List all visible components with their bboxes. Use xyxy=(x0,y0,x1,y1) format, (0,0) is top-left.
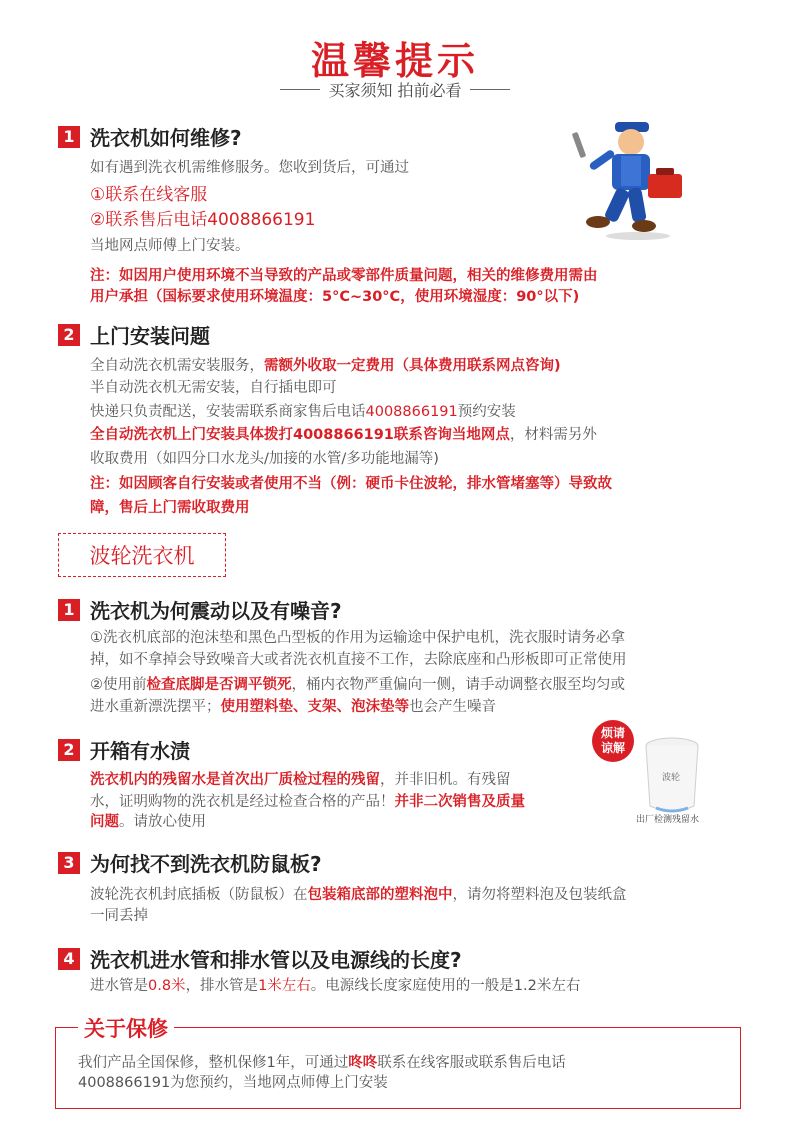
question-rodent-heading xyxy=(58,848,322,877)
repair-intro: 如有遇到洗衣机需维修服务。您收到货后，可通过 xyxy=(90,160,409,176)
section-number: 4 xyxy=(58,948,80,970)
install-line5: 收取费用（如四分口水龙头/加接的水管/多功能地漏等) xyxy=(90,451,439,467)
text: 。请放心使用 xyxy=(119,814,206,830)
badge-text: 烦请 xyxy=(600,726,625,740)
text-highlight: 洗衣机内的残留水是首次出厂质检过程的残留 xyxy=(90,772,380,788)
install-line1 xyxy=(90,354,561,378)
noise-a-line2: 掉，如不拿掉会导致噪音大或者洗衣机直接不工作，去除底座和凸形板即可正常使用 xyxy=(90,652,627,668)
category-label: 波轮洗衣机 xyxy=(58,533,226,577)
section-title: 为何找不到洗衣机防鼠板? xyxy=(90,852,322,876)
text-highlight: 咚咚 xyxy=(348,1055,378,1071)
repairman-illustration xyxy=(568,112,688,242)
text-highlight: 问题 xyxy=(90,814,119,830)
text: 进水重新漂洗摆平； xyxy=(90,699,221,715)
text-highlight: 全自动洗衣机上门安装具体拨打4008866191联系咨询当地网点 xyxy=(90,427,510,443)
question-water-heading xyxy=(58,735,190,764)
install-line2: 半自动洗衣机无需安装，自行插电即可 xyxy=(90,380,337,396)
noise-b-line2 xyxy=(90,695,496,719)
text: 波轮洗衣机封底插板（防鼠板）在 xyxy=(90,887,308,903)
divider xyxy=(470,89,510,90)
install-line3 xyxy=(90,400,516,424)
section-title: 洗衣机为何震动以及有噪音? xyxy=(90,599,342,623)
phone-number: 4008866191 xyxy=(365,404,458,420)
text-highlight: 1米左右 xyxy=(258,978,311,994)
rodent-line1 xyxy=(90,883,627,907)
repair-note-line1: 注：如因用户使用环境不当导致的产品或零部件质量问题，相关的维修费用需由 xyxy=(90,268,598,284)
text: 预约安装 xyxy=(457,404,516,420)
subtitle-row xyxy=(0,78,790,101)
section-repair-heading xyxy=(58,122,242,151)
repair-option-online: ①联系在线客服 xyxy=(90,185,208,205)
text: 进水管是 xyxy=(90,978,148,994)
text-highlight: 检查底脚是否调平锁死 xyxy=(146,677,292,693)
text: ，并非旧机。有残留 xyxy=(380,772,511,788)
length-line xyxy=(90,974,580,998)
text: ，桶内衣物严重偏向一侧，请手动调整衣服至均匀或 xyxy=(291,677,625,693)
text: ，请勿将塑料泡及包装纸盒 xyxy=(452,887,627,903)
warranty-line2: 4008866191为您预约，当地网点师傅上门安装 xyxy=(78,1075,388,1091)
text: 。电源线长度家庭使用的一般是1.2米左右 xyxy=(310,978,581,994)
text: 联系在线客服或联系售后电话 xyxy=(377,1055,566,1071)
apology-badge xyxy=(592,720,634,762)
text-highlight: 0.8米 xyxy=(148,978,186,994)
text: 快递只负责配送，安装需联系商家售后电话 xyxy=(90,404,366,420)
section-title: 洗衣机如何维修? xyxy=(90,126,242,150)
text-highlight: 使用塑料垫、支架、泡沫垫等 xyxy=(220,699,409,715)
section-number: 1 xyxy=(58,599,80,621)
tub-label: 波轮 xyxy=(662,773,681,783)
section-number: 1 xyxy=(58,126,80,148)
repair-local: 当地网点师傅上门安装。 xyxy=(90,238,250,254)
repair-note-line2: 用户承担（国标要求使用环境温度：5°C~30°C，使用环境湿度：90°以下) xyxy=(90,289,580,305)
text: 水，证明购物的洗衣机是经过检查合格的产品！ xyxy=(90,794,395,810)
section-number: 2 xyxy=(58,739,80,761)
noise-b-line1 xyxy=(90,673,625,697)
section-title: 上门安装问题 xyxy=(90,324,210,348)
text: ，排水管是 xyxy=(185,978,259,994)
install-line4 xyxy=(90,423,597,447)
section-title: 洗衣机进水管和排水管以及电源线的长度? xyxy=(90,948,462,972)
page-title: 温馨提示 xyxy=(310,39,479,83)
section-number: 2 xyxy=(58,324,80,346)
install-note-line1: 注：如因顾客自行安装或者使用不当（例：硬币卡住波轮，排水管堵塞等）导致故 xyxy=(90,476,612,492)
text: ②使用前 xyxy=(90,677,147,693)
text: ，材料需另外 xyxy=(509,427,597,443)
text-highlight: 并非二次销售及质量 xyxy=(394,794,525,810)
section-title: 开箱有水渍 xyxy=(90,739,190,763)
tub-caption: 出厂检测残留水 xyxy=(636,815,700,825)
text: 我们产品全国保修，整机保修1年，可通过 xyxy=(78,1055,349,1071)
divider xyxy=(280,89,320,90)
text: 也会产生噪音 xyxy=(409,699,496,715)
water-line1 xyxy=(90,768,511,792)
question-length-heading xyxy=(58,944,462,973)
noise-a-line1: ①洗衣机底部的泡沫垫和黑色凸型板的作用为运输途中保护电机，洗衣服时请务必拿 xyxy=(90,630,625,646)
water-line3 xyxy=(90,810,206,834)
rodent-line2: 一同丢掉 xyxy=(90,908,148,924)
text: 全自动洗衣机需安装服务， xyxy=(90,358,264,374)
section-number: 3 xyxy=(58,852,80,874)
section-install-heading xyxy=(58,320,210,349)
page-subtitle: 买家须知 拍前必看 xyxy=(328,81,462,100)
badge-text: 谅解 xyxy=(600,741,625,755)
text-highlight: 需额外收取一定费用（具体费用联系网点咨询) xyxy=(264,358,561,374)
warranty-title: 关于保修 xyxy=(78,1013,174,1043)
install-note-line2: 障，售后上门需收取费用 xyxy=(90,500,250,516)
repair-option-phone: ②联系售后电话4008866191 xyxy=(90,210,316,230)
text-highlight: 包装箱底部的塑料泡中 xyxy=(307,887,453,903)
question-noise-heading xyxy=(58,595,342,624)
